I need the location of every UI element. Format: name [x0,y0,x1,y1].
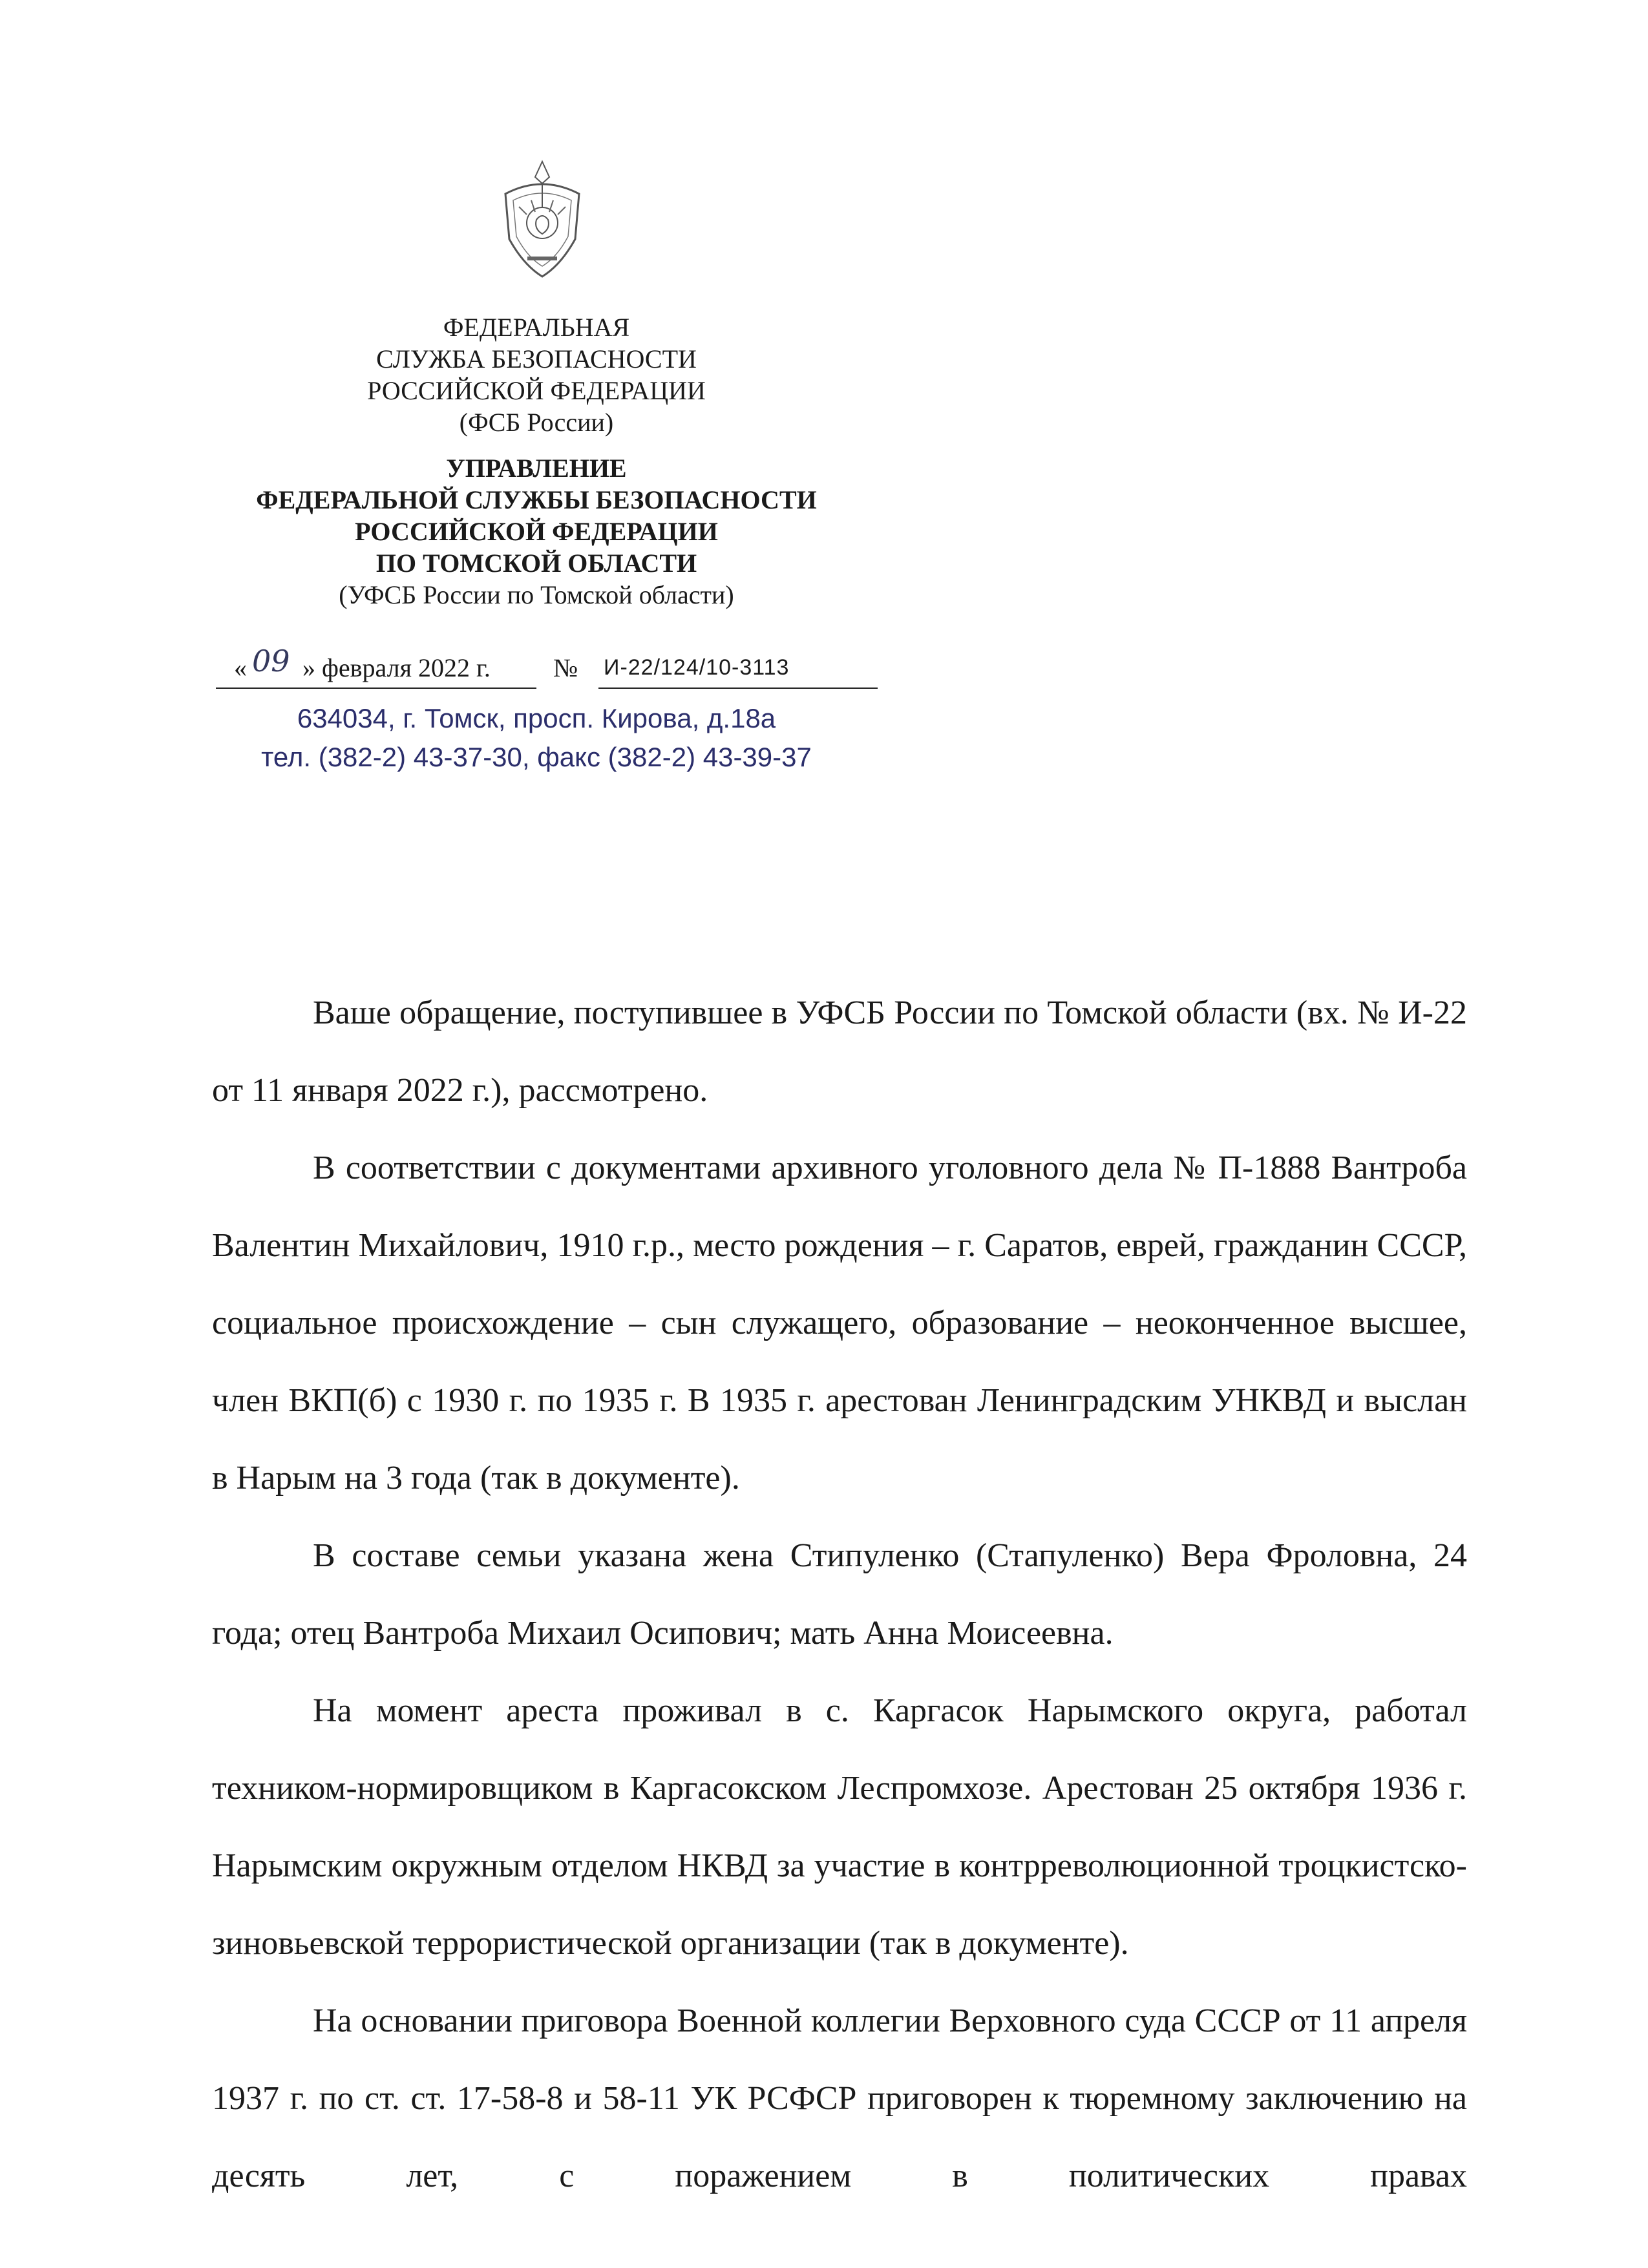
dept-line: ПО ТОМСКОЙ ОБЛАСТИ [375,549,697,578]
body-paragraph: В составе семьи указана жена Стипуленко (Стапуленко) Вера Фроловна, 24 года; отец Вантроба Михаил Осипович; мать Анна Моисеевна. [212,1537,1467,1652]
dept-line: УПРАВЛЕНИЕ [446,454,627,483]
phone-stamp: тел. (382-2) 43-37-30, факс (382-2) 43-39-37 [261,742,812,772]
outgoing-number: И-22/124/10-3113 [604,655,790,680]
org-line: (ФСБ России) [459,408,614,437]
body-paragraph: Ваше обращение, поступившее в УФСБ России по Томской области (вх. № И-22 от 11 января 2022 г.), рассмотрено. [212,994,1467,1109]
department-header [174,452,898,611]
letter-body [212,974,1467,2215]
fsb-emblem-icon [496,155,588,284]
body-paragraph: На основании приговора Военной коллегии Верховного суда СССР от 11 апреля 1937 г. по ст. ст. 17-58-8 и 58-11 УК РСФСР приговорен к тюремному заключению на десять лет, с поражением в политических правах [212,2002,1467,2194]
date-number-line [216,644,862,689]
date-underline [216,688,536,689]
date-day-handwritten: 09 [252,644,290,678]
body-paragraph: В соответствии с документами архивного уголовного дела № П-1888 Вантроба Валентин Михайлович, 1910 г.р., место рождения – г. Саратов, еврей, гражданин СССР, социальное происхождение – сын служащего, образование – неоконченное высшее, член ВКП(б) с 1930 г. по 1935 г. В 1935 г. арестован Ленинградским УНКВД и выслан в Нарым на 3 года (так в документе). [212,1150,1467,1496]
dept-short-name: (УФСБ России по Томской области) [339,580,734,609]
address-stamp: 634034, г. Томск, просп. Кирова, д.18а [297,703,776,733]
date-quote-open: « [234,653,247,682]
date-month-year: » февраля 2022 г. [302,653,491,682]
org-line: СЛУЖБА БЕЗОПАСНОСТИ [376,344,697,373]
org-line: РОССИЙСКОЙ ФЕДЕРАЦИИ [367,376,706,405]
organization-header [174,311,898,438]
dept-line: ФЕДЕРАЛЬНОЙ СЛУЖБЫ БЕЗОПАСНОСТИ [256,485,817,514]
number-label: № [553,653,578,682]
body-paragraph: На момент ареста проживал в с. Каргасок Нарымского округа, работал техником-нормировщиком в Каргасокском Леспромхозе. Арестован 25 октября 1936 г. Нарымским окружным отделом НКВД за участие в контрреволюционной троцкистско-зиновьевской террористической организации (так в документе). [212,1692,1467,1962]
dept-line: РОССИЙСКОЙ ФЕДЕРАЦИИ [355,517,718,546]
number-underline [598,688,878,689]
org-line: ФЕДЕРАЛЬНАЯ [443,313,630,342]
